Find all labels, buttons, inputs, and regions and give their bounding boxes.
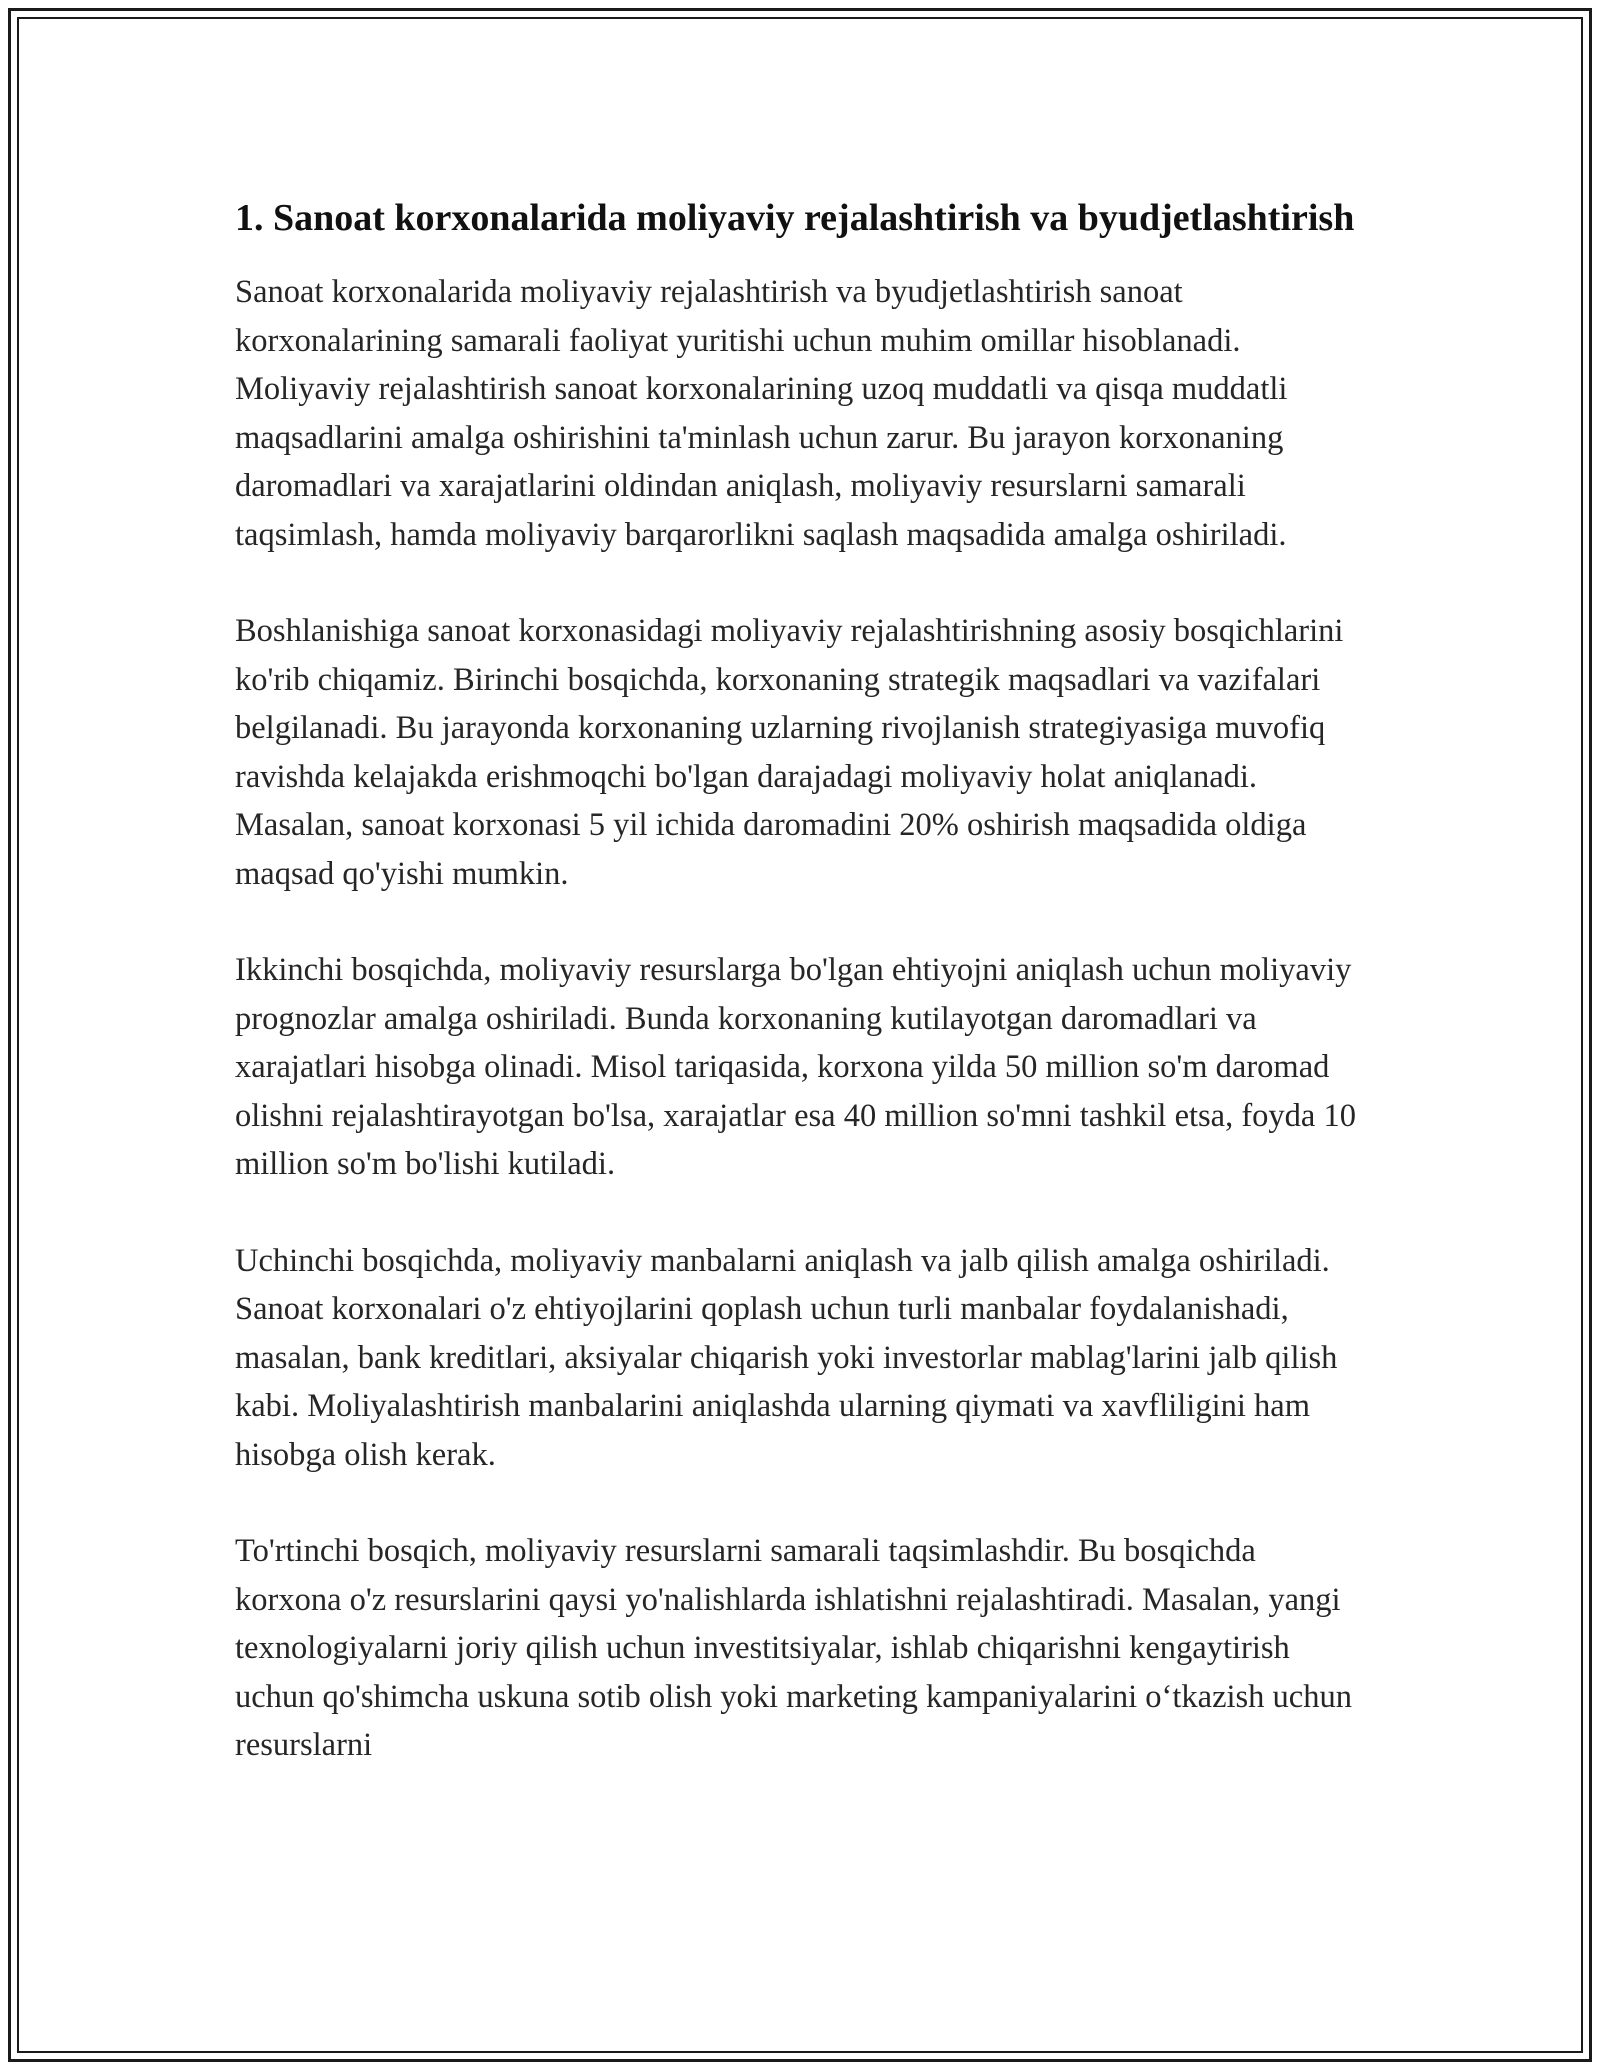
paragraph-intro: Sanoat korxonalarida moliyaviy rejalashtirish va byudjetlashtirish sanoat korxonalarining samarali faoliyat yuritishi uchun muhim omillar hisoblanadi. Moliyaviy rejalashtirish sanoat korxonalarining uzoq muddatli va qisqa muddatli maqsadlarini amalga oshirishini ta'minlash uchun zarur. Bu jarayon korxonaning daromadlari va xarajatlarini oldindan aniqlash, moliyaviy resurslarni samarali taqsimlash, hamda moliyaviy barqarorlikni saqlash maqsadida amalga oshiriladi. bbox=[235, 274, 1288, 553]
paragraph-first-stage: Boshlanishiga sanoat korxonasidagi moliyaviy rejalashtirishning asosiy bosqichlarini ko'rib chiqamiz. Birinchi bosqichda, korxonaning strategik maqsadlari va vazifalari belgilanadi. Bu jarayonda korxonaning uzlarning rivojlanish strategiyasiga muvofiq ravishda kelajakda erishmoqchi bo'lgan darajadagi moliyaviy holat aniqlanadi. Masalan, sanoat korxonasi 5 yil ichida daromadini 20% oshirish maqsadida oldiga maqsad qo'yishi mumkin. bbox=[235, 613, 1344, 892]
paragraph-second-stage: Ikkinchi bosqichda, moliyaviy resurslarga bo'lgan ehtiyojni aniqlash uchun moliyaviy prognozlar amalga oshiriladi. Bunda korxonaning kutilayotgan daromadlari va xarajatlari hisobga olinadi. Misol tariqasida, korxona yilda 50 million so'm daromad olishni rejalashtirayotgan bo'lsa, xarajatlar esa 40 million so'mni tashkil etsa, foyda 10 million so'm bo'lishi kutiladi. bbox=[235, 952, 1356, 1182]
document-body bbox=[235, 190, 1365, 1818]
section-heading: 1. Sanoat korxonalarida moliyaviy rejalashtirish va byudjetlashtirish bbox=[235, 197, 1355, 239]
paragraph-fourth-stage: To'rtinchi bosqich, moliyaviy resurslarni samarali taqsimlashdir. Bu bosqichda korxona o'z resurslarini qaysi yo'nalishlarda ishlatishni rejalashtiradi. Masalan, yangi texnologiyalarni joriy qilish uchun investitsiyalar, ishlab chiqarishni kengaytirish uchun qo'shimcha uskuna sotib olish yoki marketing kampaniyalarini o‘tkazish uchun resurslarni bbox=[235, 1533, 1352, 1763]
paragraph-third-stage: Uchinchi bosqichda, moliyaviy manbalarni aniqlash va jalb qilish amalga oshiriladi. Sanoat korxonalari o'z ehtiyojlarini qoplash uchun turli manbalar foydalanishadi, masalan, bank kreditlari, aksiyalar chiqarish yoki investorlar mablag'larini jalb qilish kabi. Moliyalashtirish manbalarini aniqlashda ularning qiymati va xavfliligini ham hisobga olish kerak. bbox=[235, 1242, 1338, 1473]
